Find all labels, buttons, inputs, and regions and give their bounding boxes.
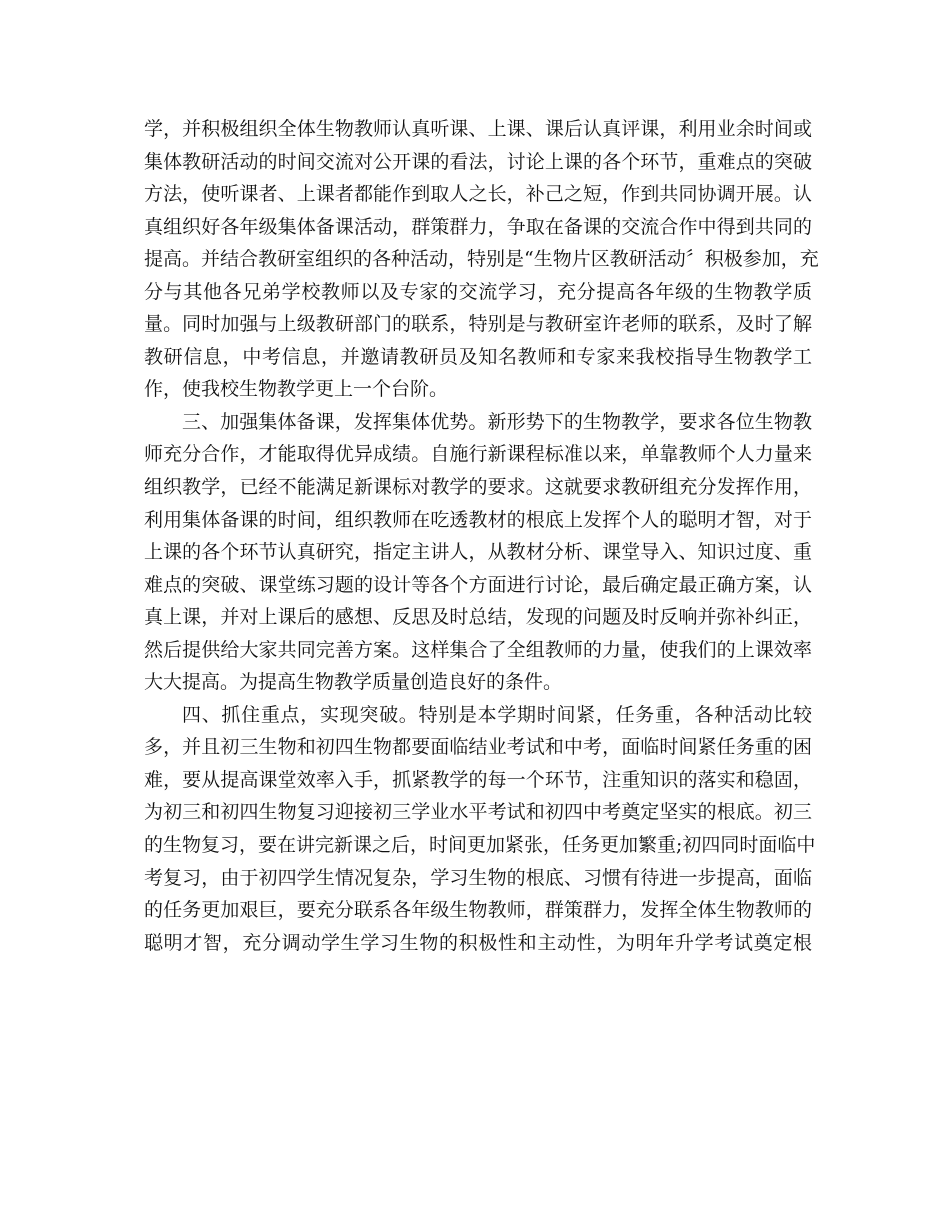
text-line: 考复习，由于初四学生情况复杂，学习生物的根底、习惯有待进一步提高，面临 [144, 866, 812, 889]
text-line: 分与其他各兄弟学校教师以及专家的交流学习，充分提高各年级的生物教学质 [144, 280, 812, 303]
text-line: 方法，使听课者、上课者都能作到取人之长，补己之短，作到共同协调开展。认 [144, 183, 812, 206]
text-line: 聪明才智，充分调动学生学习生物的积极性和主动性，为明年升学考试奠定根 [144, 931, 812, 954]
text-line: 难点的突破、课堂练习题的设计等各个方面进行讨论，最后确定最正确方案，认 [144, 573, 812, 596]
text-line: 教研信息，中考信息，并邀请教研员及知名教师和专家来我校指导生物教学工 [144, 345, 812, 368]
text-line: 的生物复习，要在讲完新课之后，时间更加紧张，任务更加繁重;初四同时面临中 [144, 834, 816, 857]
document-body [144, 113, 819, 959]
text-line: 四、抓住重点，实现突破。特别是本学期时间紧，任务重，各种活动比较 [182, 703, 812, 726]
text-line: 真上课，并对上课后的感想、反思及时总结，发现的问题及时反响并弥补纠正， [144, 606, 812, 629]
text-line: 量。同时加强与上级教研部门的联系，特别是与教研室许老师的联系，及时了解 [144, 313, 812, 336]
text-line: 师充分合作，才能取得优异成绩。自施行新课程标准以来，单靠教师个人力量来 [144, 443, 812, 466]
text-line: 提高。并结合教研室组织的各种活动，特别是“生物片区教研活动〞积极参加，充 [144, 248, 819, 271]
text-line: 真组织好各年级集体备课活动，群策群力，争取在备课的交流合作中得到共同的 [144, 215, 812, 238]
text-line: 学，并积极组织全体生物教师认真听课、上课、课后认真评课，利用业余时间或 [144, 118, 812, 140]
text-line: 大大提高。为提高生物教学质量创造良好的条件。 [144, 671, 563, 694]
text-line: 上课的各个环节认真研究，指定主讲人，从教材分析、课堂导入、知识过度、重 [144, 541, 812, 564]
text-line: 三、加强集体备课，发挥集体优势。新形势下的生物教学，要求各位生物教 [182, 410, 812, 433]
text-line: 难，要从提高课堂效率入手，抓紧教学的每一个环节，注重知识的落实和稳固， [144, 768, 812, 791]
text-line: 集体教研活动的时间交流对公开课的看法，讨论上课的各个环节，重难点的突破 [144, 150, 812, 173]
text-line: 为初三和初四生物复习迎接初三学业水平考试和初四中考奠定坚实的根底。初三 [144, 801, 812, 824]
paragraph-section-four [144, 699, 816, 959]
text-line: 然后提供给大家共同完善方案。这样集合了全组教师的力量，使我们的上课效率 [144, 638, 812, 661]
text-line: 利用集体备课的时间，组织教师在吃透教材的根底上发挥个人的聪明才智，对于 [144, 508, 812, 531]
paragraph-collaboration [144, 113, 819, 406]
text-line: 多，并且初三生物和初四生物都要面临结业考试和中考，面临时间紧任务重的困 [144, 736, 812, 759]
text-line: 作，使我校生物教学更上一个台阶。 [144, 378, 449, 401]
text-line: 的任务更加艰巨，要充分联系各年级生物教师，群策群力，发挥全体生物教师的 [144, 899, 812, 922]
paragraph-section-three [144, 406, 812, 699]
text-line: 组织教学，已经不能满足新课标对教学的要求。这就要求教研组充分发挥作用， [144, 476, 812, 499]
